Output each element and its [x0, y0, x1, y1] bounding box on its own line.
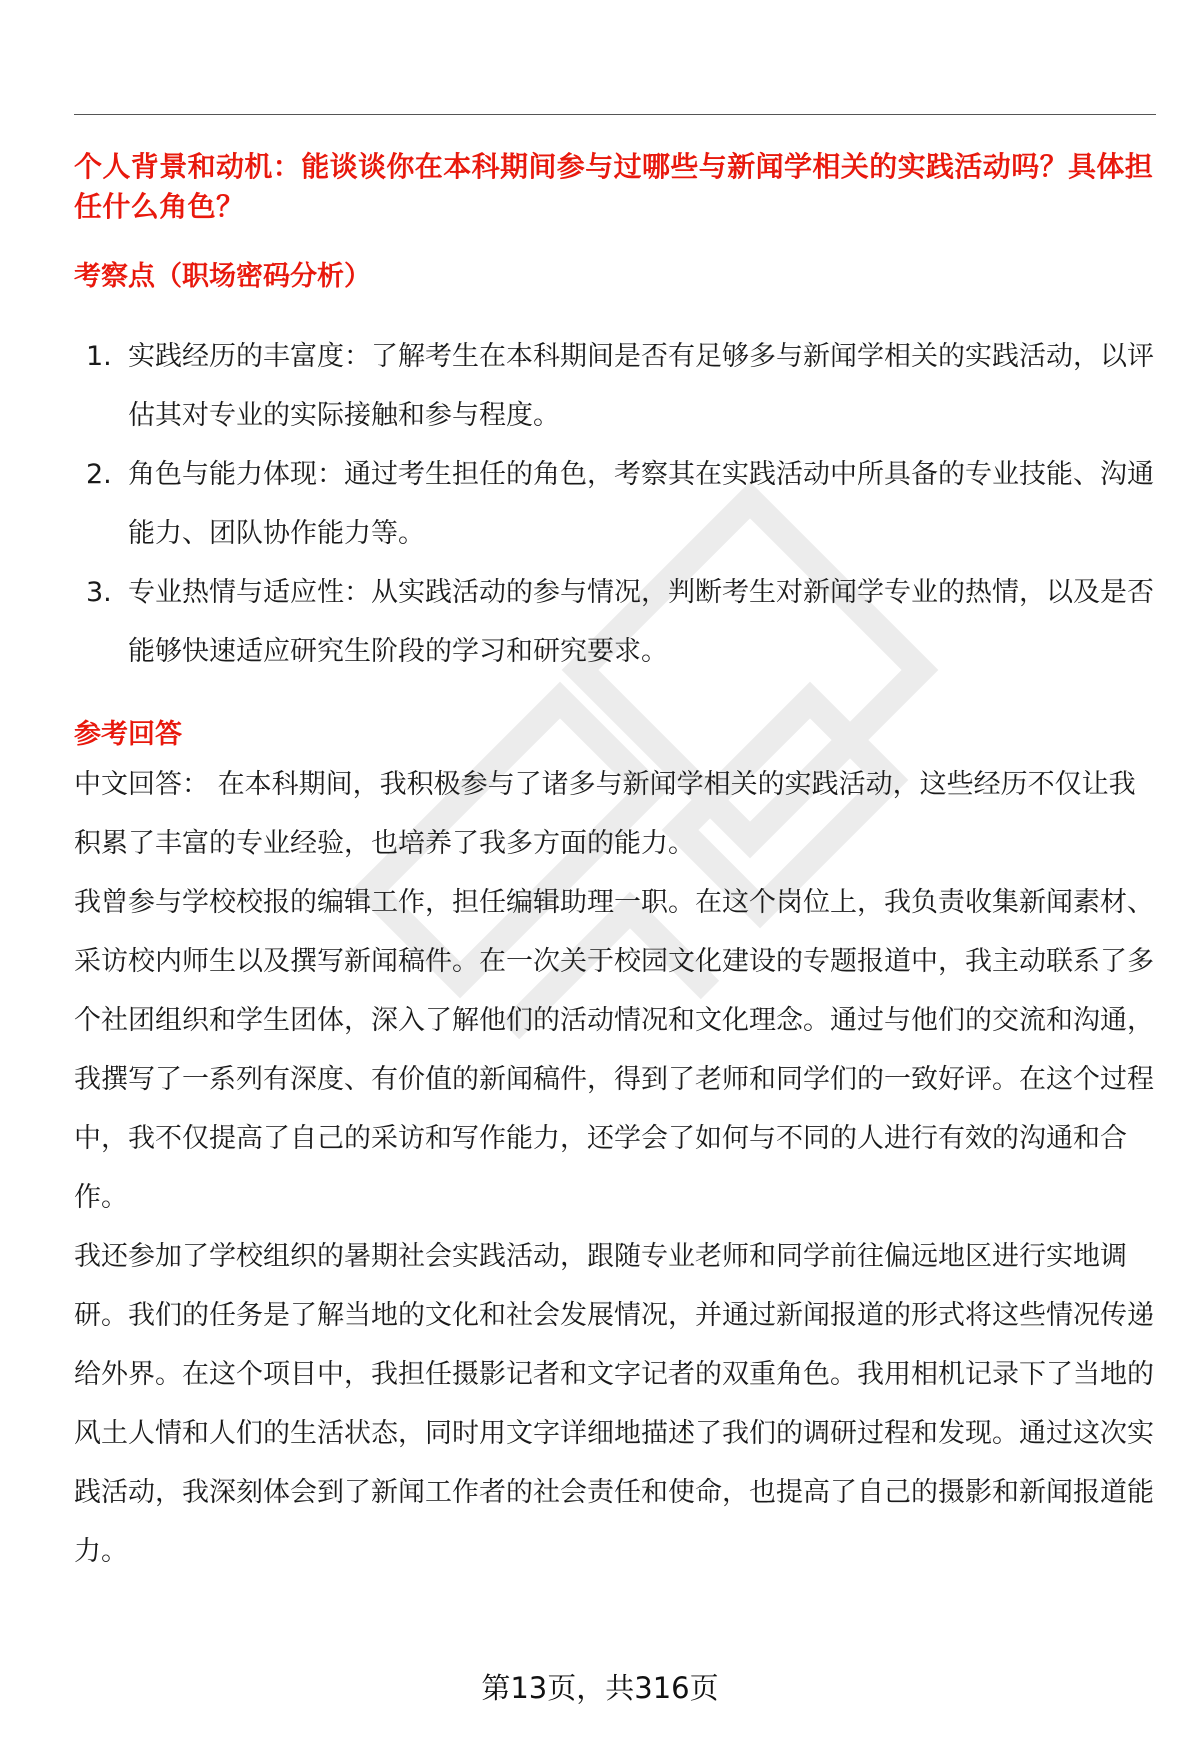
- assessment-title: 考察点（职场密码分析）: [74, 261, 371, 292]
- answer-paragraph: 我还参加了学校组织的暑期社会实践活动，跟随专业老师和同学前往偏远地区进行实地调研。我们的任务是了解当地的文化和社会发展情况，并通过新闻报道的形式将这些情况传递给外界。在这个项目中，我担任摄影记者和文字记者的双重角色。我用相机记录下了当地的风土人情和人们的生活状态，同时用文字详细地描述了我们的调研过程和发现。通过这次实践活动，我深刻体会到了新闻工作者的社会责任和使命，也提高了自己的摄影和新闻报道能力。: [74, 1241, 1154, 1567]
- page-number: 第13页，共316页: [481, 1671, 719, 1705]
- answer-paragraph: 我曾参与学校校报的编辑工作，担任编辑助理一职。在这个岗位上，我负责收集新闻素材、采访校内师生以及撰写新闻稿件。在一次关于校园文化建设的专题报道中，我主动联系了多个社团组织和学生团体，深入了解他们的活动情况和文化理念。通过与他们的交流和沟通，我撰写了一系列有深度、有价值的新闻稿件，得到了老师和同学们的一致好评。在这个过程中，我不仅提高了自己的采访和写作能力，还学会了如何与不同的人进行有效的沟通和合作。: [74, 887, 1154, 1213]
- item-number: 3.: [86, 577, 112, 608]
- assessment-item: [74, 445, 1156, 563]
- page-content: [74, 140, 1156, 1581]
- reference-answer-title: 参考回答: [74, 719, 182, 750]
- item-text: 实践经历的丰富度：了解考生在本科期间是否有足够多与新闻学相关的实践活动，以评估其对专业的实际接触和参与程度。: [128, 341, 1154, 431]
- assessment-item: [74, 327, 1156, 445]
- top-divider: [74, 114, 1156, 115]
- answer-paragraph: 中文回答： 在本科期间，我积极参与了诸多与新闻学相关的实践活动，这些经历不仅让我积累了丰富的专业经验，也培养了我多方面的能力。: [74, 769, 1136, 859]
- item-number: 2.: [86, 459, 112, 490]
- assessment-list: [74, 327, 1156, 681]
- item-text: 角色与能力体现：通过考生担任的角色，考察其在实践活动中所具备的专业技能、沟通能力、团队协作能力等。: [128, 459, 1154, 549]
- question-heading: 个人背景和动机：能谈谈你在本科期间参与过哪些与新闻学相关的实践活动吗？具体担任什么角色？: [74, 150, 1154, 223]
- assessment-item: [74, 563, 1156, 681]
- item-number: 1.: [86, 341, 112, 372]
- item-text: 专业热情与适应性：从实践活动的参与情况，判断考生对新闻学专业的热情，以及是否能够快速适应研究生阶段的学习和研究要求。: [128, 577, 1154, 667]
